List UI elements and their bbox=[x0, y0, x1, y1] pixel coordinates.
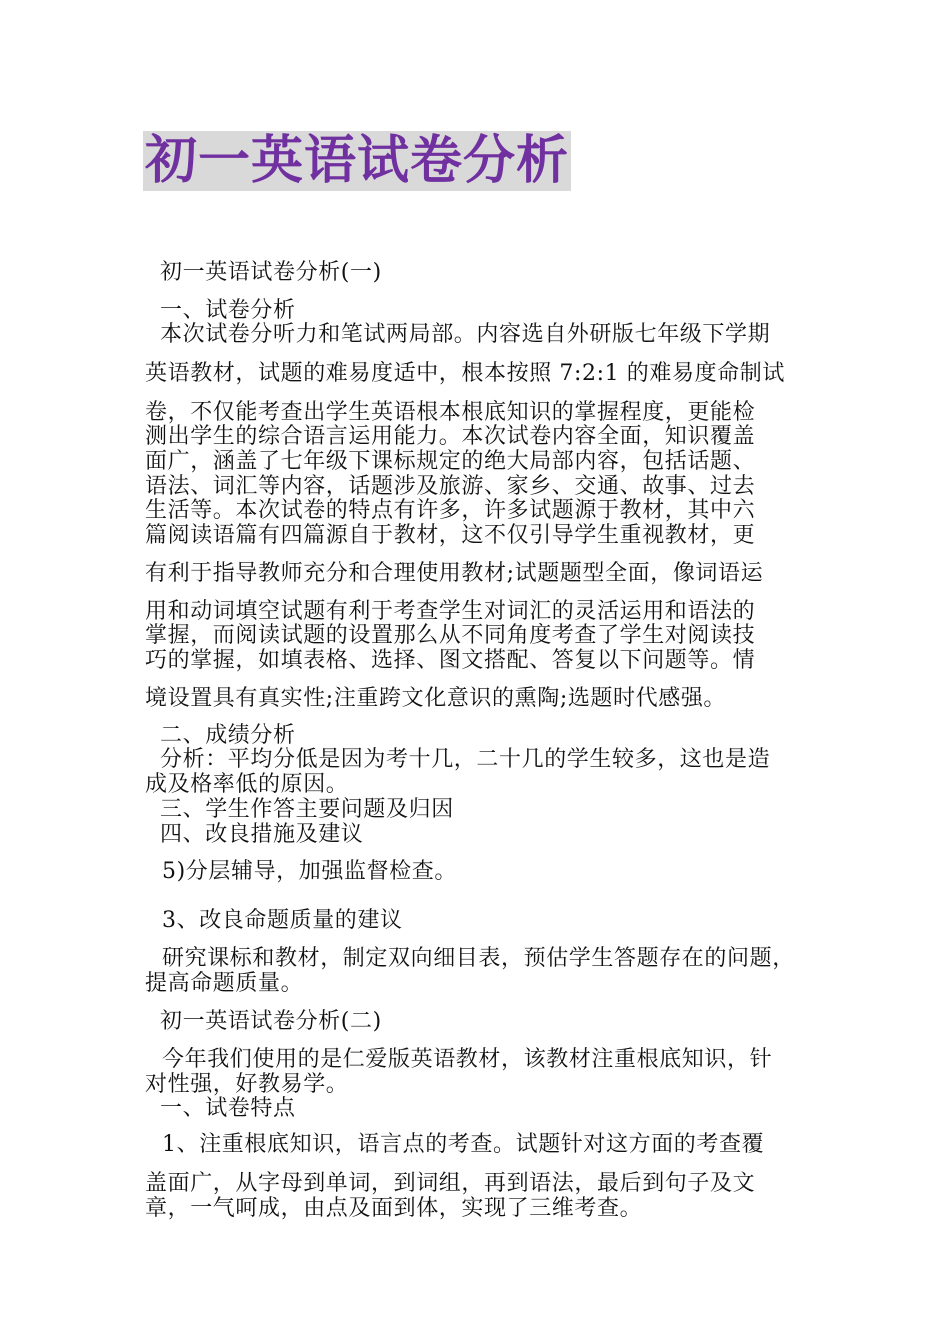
subsection-heading: 一、试卷分析 bbox=[160, 298, 296, 323]
paragraph-line: 生活等。本次试卷的特点有许多，许多试题源于教材，其中六 bbox=[145, 498, 756, 523]
paragraph-line: 分析：平均分低是因为考十几，二十几的学生较多，这也是造 bbox=[160, 747, 771, 772]
section-heading: 初一英语试卷分析(一) bbox=[160, 260, 382, 285]
paragraph-line: 语法、词汇等内容，话题涉及旅游、家乡、交通、故事、过去 bbox=[145, 474, 756, 499]
document-title: 初一英语试卷分析 bbox=[145, 131, 570, 191]
paragraph-line: 测出学生的综合语言运用能力。本次试卷内容全面，知识覆盖 bbox=[145, 424, 756, 449]
paragraph-line: 巧的掌握，如填表格、选择、图文搭配、答复以下问题等。情 bbox=[145, 648, 756, 673]
paragraph-line: 成及格率低的原因。 bbox=[145, 772, 349, 797]
paragraph-line: 提高命题质量。 bbox=[145, 971, 304, 996]
paragraph-line: 掌握，而阅读试题的设置那么从不同角度考查了学生对阅读技 bbox=[145, 623, 756, 648]
subsection-heading: 二、成绩分析 bbox=[160, 723, 296, 748]
section-heading: 初一英语试卷分析(二) bbox=[160, 1009, 382, 1034]
paragraph-line: 盖面广，从字母到单词，到词组，再到语法，最后到句子及文 bbox=[145, 1171, 756, 1196]
subsection-heading: 3、改良命题质量的建议 bbox=[162, 908, 403, 933]
paragraph-line: 5)分层辅导，加强监督检查。 bbox=[162, 859, 457, 884]
paragraph-line: 篇阅读语篇有四篇源自于教材，这不仅引导学生重视教材，更 bbox=[145, 523, 756, 548]
paragraph-line: 境设置具有真实性;注重跨文化意识的熏陶;选题时代感强。 bbox=[145, 686, 727, 711]
subsection-heading: 四、改良措施及建议 bbox=[160, 822, 364, 847]
paragraph-line: 用和动词填空试题有利于考查学生对词汇的灵活运用和语法的 bbox=[145, 599, 756, 624]
paragraph-line: 面广，涵盖了七年级下课标规定的绝大局部内容，包括话题、 bbox=[145, 449, 756, 474]
paragraph-line: 章，一气呵成，由点及面到体，实现了三维考查。 bbox=[145, 1196, 643, 1221]
paragraph-line: 英语教材，试题的难易度适中，根本按照 7:2:1 的难易度命制试 bbox=[145, 361, 786, 386]
paragraph-line: 研究课标和教材，制定双向细目表，预估学生答题存在的问题， bbox=[162, 946, 795, 971]
paragraph-line: 对性强，好教易学。 bbox=[145, 1072, 349, 1097]
subsection-heading: 三、学生作答主要问题及归因 bbox=[160, 797, 454, 822]
paragraph-line: 1、注重根底知识，语言点的考查。试题针对这方面的考查覆 bbox=[162, 1132, 765, 1157]
paragraph-line: 本次试卷分听力和笔试两局部。内容选自外研版七年级下学期 bbox=[160, 322, 771, 347]
subsection-heading: 一、试卷特点 bbox=[160, 1096, 296, 1121]
paragraph-line: 卷，不仅能考查出学生英语根本根底知识的掌握程度，更能检 bbox=[145, 400, 756, 425]
paragraph-line: 有利于指导教师充分和合理使用教材;试题题型全面，像词语运 bbox=[145, 561, 764, 586]
paragraph-line: 今年我们使用的是仁爱版英语教材，该教材注重根底知识，针 bbox=[162, 1047, 773, 1072]
